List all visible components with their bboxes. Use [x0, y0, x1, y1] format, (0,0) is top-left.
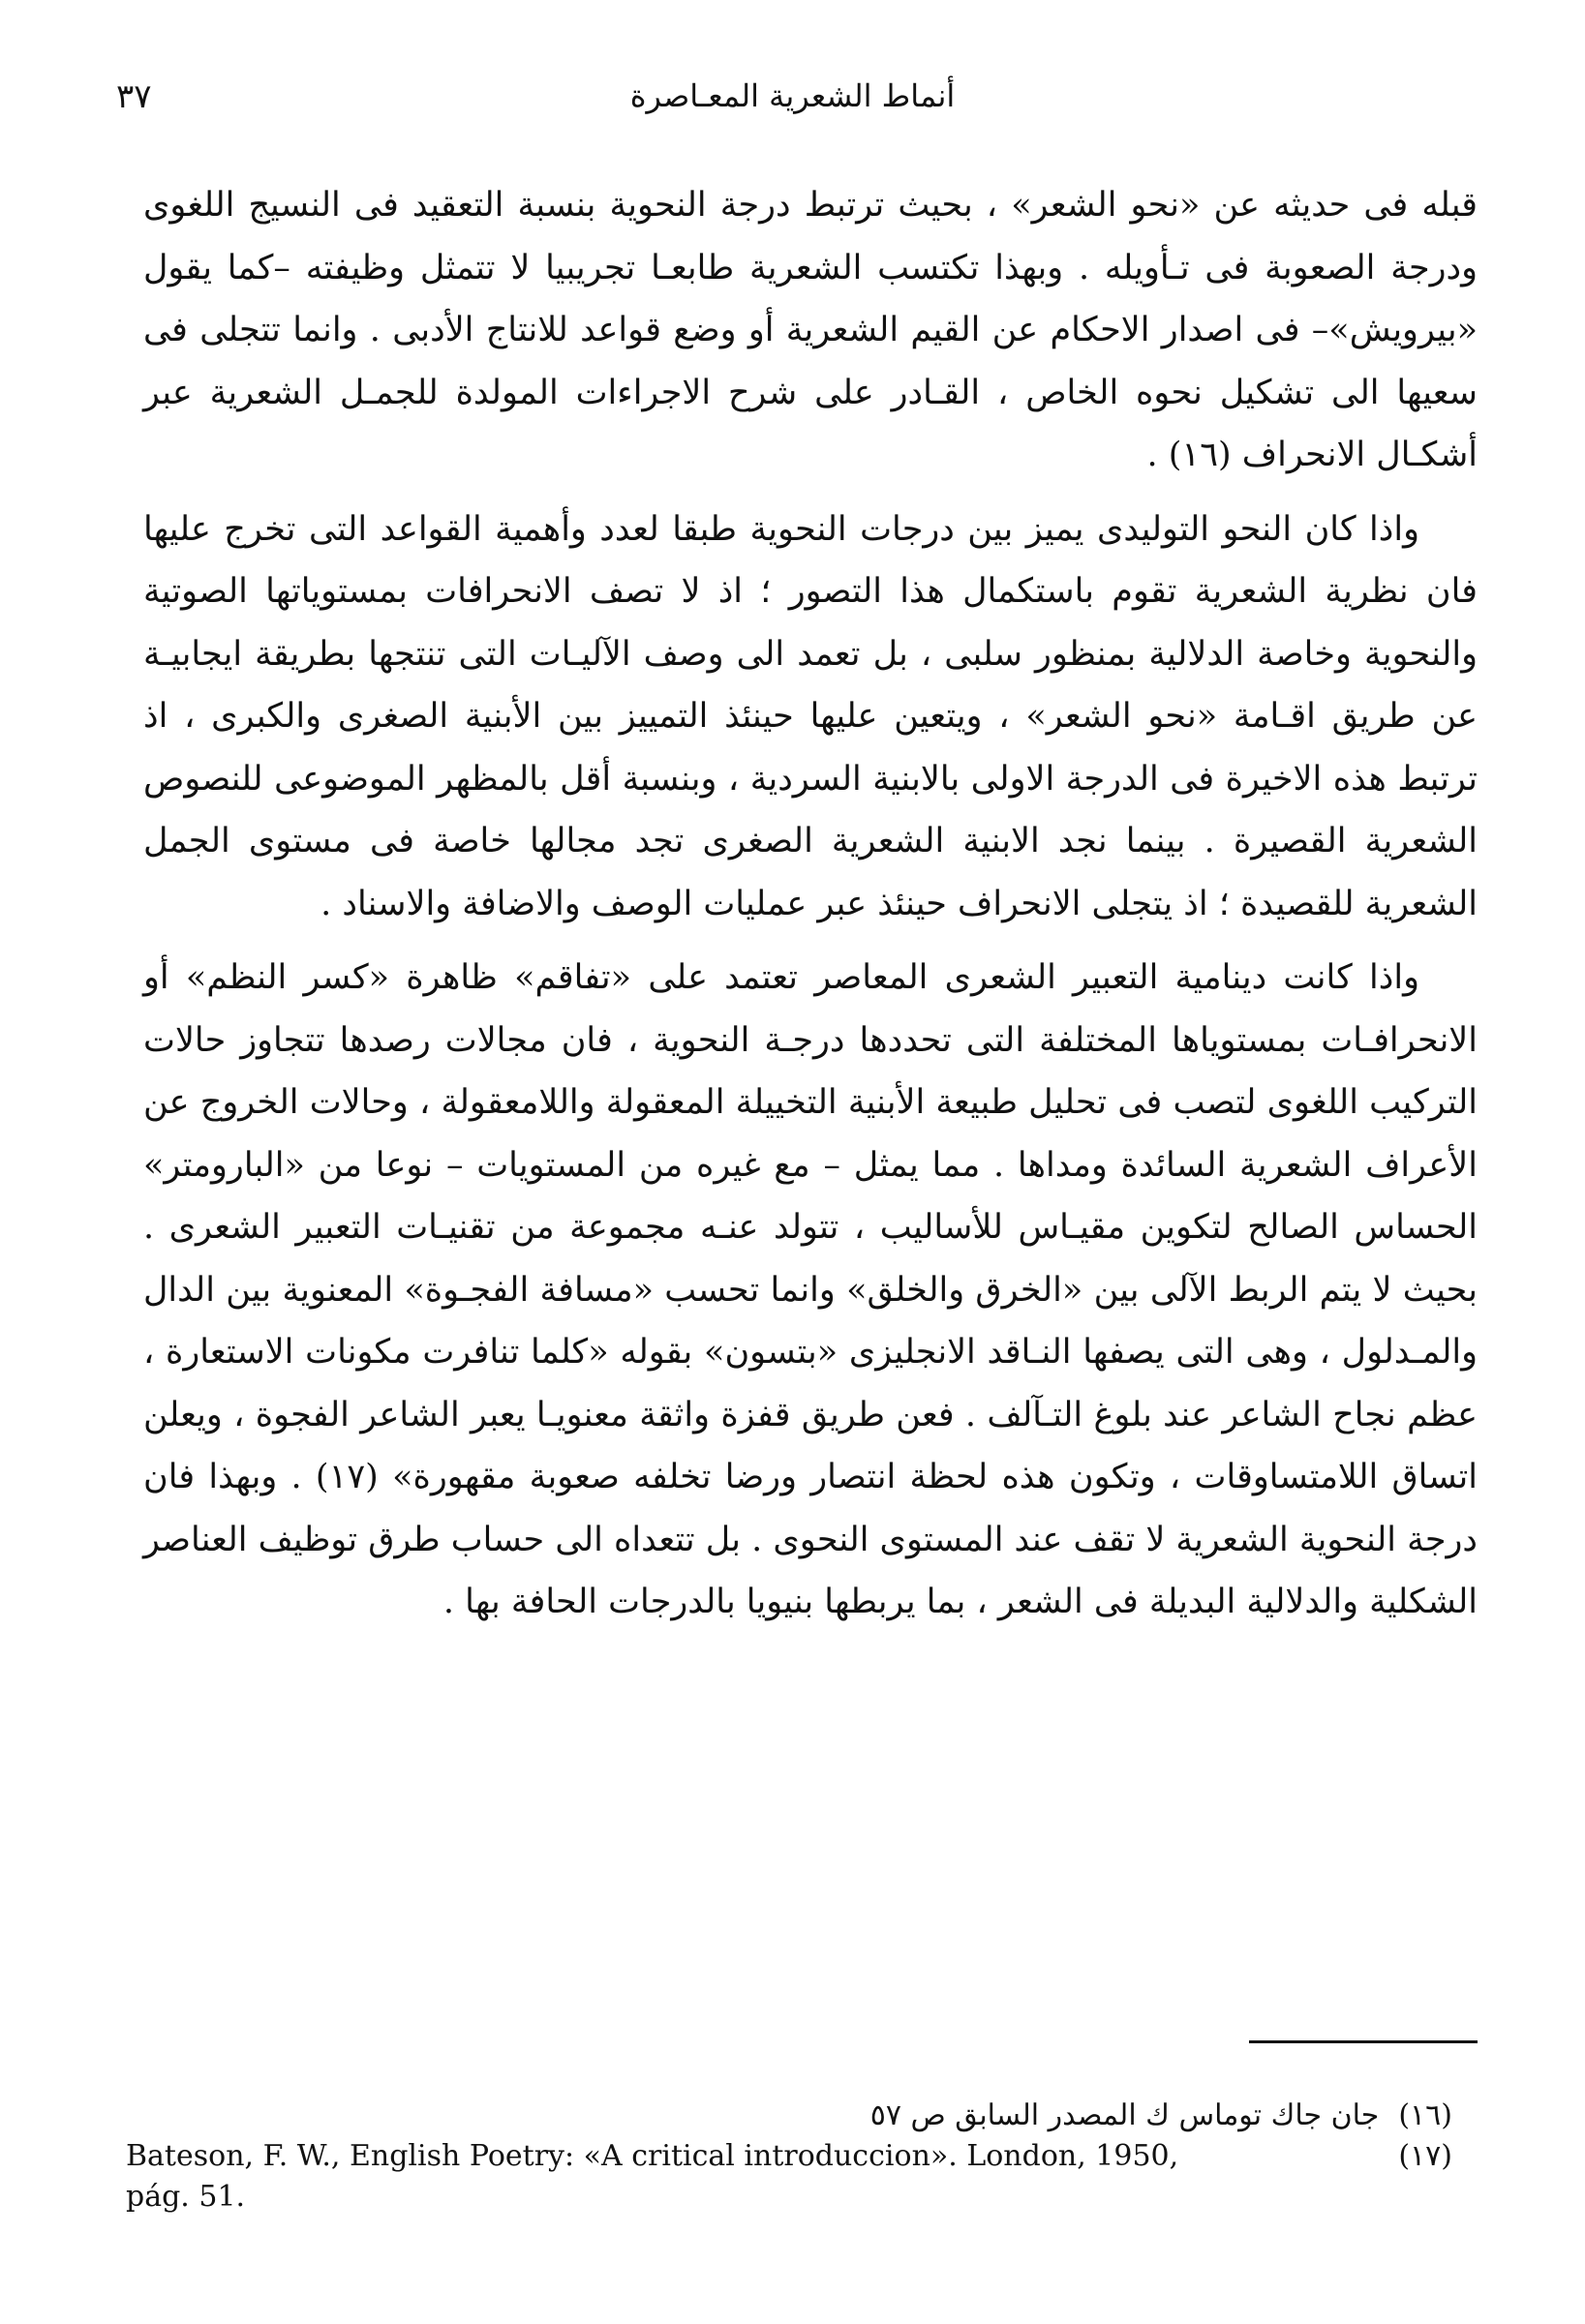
page-number: ٣٧ — [116, 77, 152, 116]
footnote-17 — [126, 2136, 1452, 2177]
paragraph-2: واذا كان النحو التوليدى يميز بين درجات النحوية طبقا لعدد وأهمية القواعد التى تخرج عليها فان نظرية الشعرية تقوم باستكمال هذا التصور ؛ اذ لا تصف الانحرافات بمستوياتها الصوتية والنحوية وخاصة الدلالية بمنظور سلبى ، بل تعمد الى وصف الآليـات التى تنتجها بطريقة ايجابيـة عن طريق اقـامة «نحو الشعر» ، ويتعين عليها حينئذ التمييز بين الأبنية الصغرى والكبرى ، اذ ترتبط هذه الاخيرة فى الدرجة الاولى بالابنية السردية ، وبنسبة أقل بالمظهر الموضوعى للنصوص الشعرية القصيرة . بينما نجد الابنية الشعرية الصغرى تجد مجالها خاصة فى مستوى الجمل الشعرية للقصيدة ؛ اذ يتجلى الانحراف حينئذ عبر عمليات الوصف والاضافة والاسناد . — [143, 509, 1478, 923]
body-text — [143, 174, 1478, 1645]
footnote-16 — [126, 2096, 1452, 2136]
footnote-16-marker: (١٦) — [1398, 2098, 1452, 2132]
page-header — [116, 77, 1469, 136]
footnote-17-text: Bateson, F. W., English Poetry: «A critical introduccion». London, 1950, — [126, 2139, 1179, 2173]
footnote-17-marker: (١٧) — [1398, 2139, 1452, 2173]
footnote-16-text: جان جاك توماس ك المصدر السابق ص ٥٧ — [869, 2098, 1380, 2132]
running-title: أنماط الشعرية المعـاصرة — [629, 77, 956, 114]
paragraph-1: قبله فى حديثه عن «نحو الشعر» ، بحيث ترتبط درجة النحوية بنسبة التعقيد فى النسيج اللغوى ودرجة الصعوبة فى تـأويله . وبهذا تكتسب الشعرية طابعـا تجريبيا لا تتمثل وظيفته –كما يقول «بيرويش»– فى اصدار الاحكام عن القيم الشعرية أو وضع قواعد للانتاج الأدبى . وانما تتجلى فى سعيها الى تشكيل نحوه الخاص ، القـادر على شرح الاجراءات المولدة للجمـل الشعرية عبر أشكـال الانحراف (١٦) . — [143, 186, 1478, 474]
footnote-divider — [1249, 2040, 1478, 2043]
footnotes — [126, 2096, 1452, 2218]
paragraph-3: واذا كانت دينامية التعبير الشعرى المعاصر تعتمد على «تفاقم» ظاهرة «كسر النظم» أو الانحرافـات بمستوياها المختلفة التى تحددها درجـة النحوية ، فان مجالات رصدها تتجاوز حالات التركيب اللغوى لتصب فى تحليل طبيعة الأبنية التخييلة المعقولة واللامعقولة ، وحالات الخروج عن الأعراف الشعرية السائدة ومداها . مما يمثل – مع غيره من المستويات – نوعا من «البارومتر» الحساس الصالح لتكوين مقيـاس للأساليب ، تتولد عنـه مجموعة من تقنيـات التعبير الشعرى . بحيث لا يتم الربط الآلى بين «الخرق والخلق» وانما تحسب «مسافة الفجـوة» المعنوية بين الدال والمـدلول ، وهى التى يصفها النـاقد الانجليزى «بتسون» بقوله «كلما تنافرت مكونات الاستعارة ، عظم نجاح الشاعر عند بلوغ التـآلف . فعن طريق قفزة واثقة معنويـا يعبر الشاعر الفجوة ، ويعلن اتساق اللامتساوقات ، وتكون هذه لحظة انتصار ورضا تخلفه صعوبة مقهورة» (١٧) . وبهذا فان درجة النحوية الشعرية لا تقف عند المستوى النحوى . بل تتعداه الى حساب طرق توظيف العناصر الشكلية والدلالية البديلة فى الشعر ، بما يربطها بنيويا بالدرجات الحافة بها . — [143, 958, 1478, 1621]
footnote-17-continuation: pág. 51. — [126, 2180, 246, 2214]
